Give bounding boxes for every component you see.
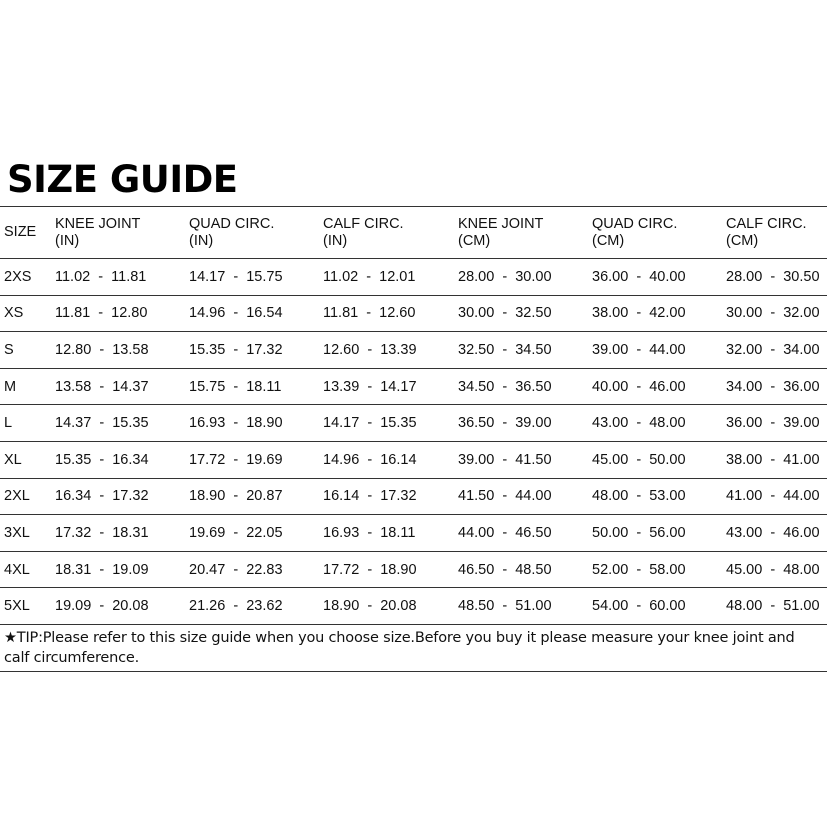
cell-quad-in: 19.69 - 22.05: [189, 524, 283, 541]
cell-size: 5XL: [4, 598, 30, 615]
cell-quad-cm: 52.00 - 58.00: [592, 561, 686, 578]
cell-quad-cm: 39.00 - 44.00: [592, 341, 686, 358]
cell-quad-in: 17.72 - 19.69: [189, 451, 283, 468]
cell-size: 2XL: [4, 488, 30, 505]
cell-knee-cm: 39.00 - 41.50: [458, 451, 552, 468]
cell-quad-in: 16.93 - 18.90: [189, 415, 283, 432]
header-calf-cm: CALF CIRC. (CM): [726, 215, 807, 249]
cell-size: XS: [4, 305, 24, 322]
cell-calf-in: 16.14 - 17.32: [323, 488, 417, 505]
cell-knee-cm: 30.00 - 32.50: [458, 305, 552, 322]
cell-calf-cm: 30.00 - 32.00: [726, 305, 820, 322]
header-size: SIZE: [4, 224, 37, 240]
cell-quad-cm: 40.00 - 46.00: [592, 378, 686, 395]
cell-calf-in: 16.93 - 18.11: [323, 524, 416, 541]
cell-knee-in: 18.31 - 19.09: [55, 561, 149, 578]
cell-knee-in: 11.81 - 12.80: [55, 305, 148, 322]
table-row: [0, 515, 827, 552]
cell-knee-in: 17.32 - 18.31: [55, 524, 149, 541]
cell-quad-in: 20.47 - 22.83: [189, 561, 283, 578]
cell-knee-cm: 44.00 - 46.50: [458, 524, 552, 541]
cell-calf-cm: 36.00 - 39.00: [726, 415, 820, 432]
cell-knee-in: 19.09 - 20.08: [55, 598, 149, 615]
cell-knee-in: 15.35 - 16.34: [55, 451, 149, 468]
cell-knee-in: 16.34 - 17.32: [55, 488, 149, 505]
cell-quad-in: 18.90 - 20.87: [189, 488, 283, 505]
cell-quad-in: 14.17 - 15.75: [189, 268, 283, 285]
cell-size: 4XL: [4, 561, 30, 578]
cell-quad-in: 15.35 - 17.32: [189, 341, 283, 358]
cell-quad-cm: 36.00 - 40.00: [592, 268, 686, 285]
cell-quad-in: 15.75 - 18.11: [189, 378, 282, 395]
header-quad-in: QUAD CIRC. (IN): [189, 215, 275, 249]
cell-calf-in: 11.02 - 12.01: [323, 268, 416, 285]
cell-knee-in: 11.02 - 11.81: [55, 268, 147, 285]
cell-size: XL: [4, 451, 22, 468]
cell-knee-cm: 41.50 - 44.00: [458, 488, 552, 505]
cell-calf-cm: 41.00 - 44.00: [726, 488, 820, 505]
cell-calf-in: 14.17 - 15.35: [323, 415, 417, 432]
cell-calf-cm: 43.00 - 46.00: [726, 524, 820, 541]
cell-calf-cm: 45.00 - 48.00: [726, 561, 820, 578]
cell-knee-cm: 34.50 - 36.50: [458, 378, 552, 395]
table-header-row: [0, 207, 827, 259]
page-title: SIZE GUIDE: [7, 158, 238, 201]
cell-quad-in: 21.26 - 23.62: [189, 598, 283, 615]
table-row: [0, 405, 827, 442]
header-knee-in: KNEE JOINT (IN): [55, 215, 141, 249]
cell-knee-cm: 46.50 - 48.50: [458, 561, 552, 578]
cell-knee-cm: 36.50 - 39.00: [458, 415, 552, 432]
cell-calf-in: 14.96 - 16.14: [323, 451, 417, 468]
cell-quad-cm: 54.00 - 60.00: [592, 598, 686, 615]
cell-calf-cm: 34.00 - 36.00: [726, 378, 820, 395]
tip-note: ★TIP:Please refer to this size guide when you choose size.Before you buy it please measure your knee joint and calf circumference.: [0, 625, 827, 672]
table-row: [0, 588, 827, 625]
cell-calf-cm: 38.00 - 41.00: [726, 451, 820, 468]
header-calf-in: CALF CIRC. (IN): [323, 215, 404, 249]
cell-size: L: [4, 415, 13, 432]
size-table: [0, 206, 827, 672]
cell-calf-in: 12.60 - 13.39: [323, 341, 417, 358]
table-row: [0, 552, 827, 589]
table-row: [0, 332, 827, 369]
cell-knee-in: 12.80 - 13.58: [55, 341, 149, 358]
table-row: [0, 442, 827, 479]
table-row: [0, 296, 827, 333]
table-row: [0, 479, 827, 516]
cell-knee-in: 13.58 - 14.37: [55, 378, 149, 395]
cell-knee-cm: 28.00 - 30.00: [458, 268, 552, 285]
header-quad-cm: QUAD CIRC. (CM): [592, 215, 678, 249]
cell-size: 2XS: [4, 268, 32, 285]
cell-size: S: [4, 341, 14, 358]
cell-size: M: [4, 378, 17, 395]
cell-quad-cm: 45.00 - 50.00: [592, 451, 686, 468]
header-knee-cm: KNEE JOINT (CM): [458, 215, 544, 249]
cell-quad-cm: 43.00 - 48.00: [592, 415, 686, 432]
cell-quad-cm: 50.00 - 56.00: [592, 524, 686, 541]
cell-quad-cm: 38.00 - 42.00: [592, 305, 686, 322]
cell-quad-cm: 48.00 - 53.00: [592, 488, 686, 505]
cell-knee-cm: 32.50 - 34.50: [458, 341, 552, 358]
cell-calf-in: 11.81 - 12.60: [323, 305, 416, 322]
cell-knee-cm: 48.50 - 51.00: [458, 598, 552, 615]
cell-calf-cm: 32.00 - 34.00: [726, 341, 820, 358]
cell-calf-in: 18.90 - 20.08: [323, 598, 417, 615]
cell-size: 3XL: [4, 524, 30, 541]
table-row: [0, 369, 827, 406]
cell-calf-in: 13.39 - 14.17: [323, 378, 417, 395]
cell-calf-cm: 48.00 - 51.00: [726, 598, 820, 615]
cell-calf-cm: 28.00 - 30.50: [726, 268, 820, 285]
cell-calf-in: 17.72 - 18.90: [323, 561, 417, 578]
table-row: [0, 259, 827, 296]
cell-knee-in: 14.37 - 15.35: [55, 415, 149, 432]
cell-quad-in: 14.96 - 16.54: [189, 305, 283, 322]
